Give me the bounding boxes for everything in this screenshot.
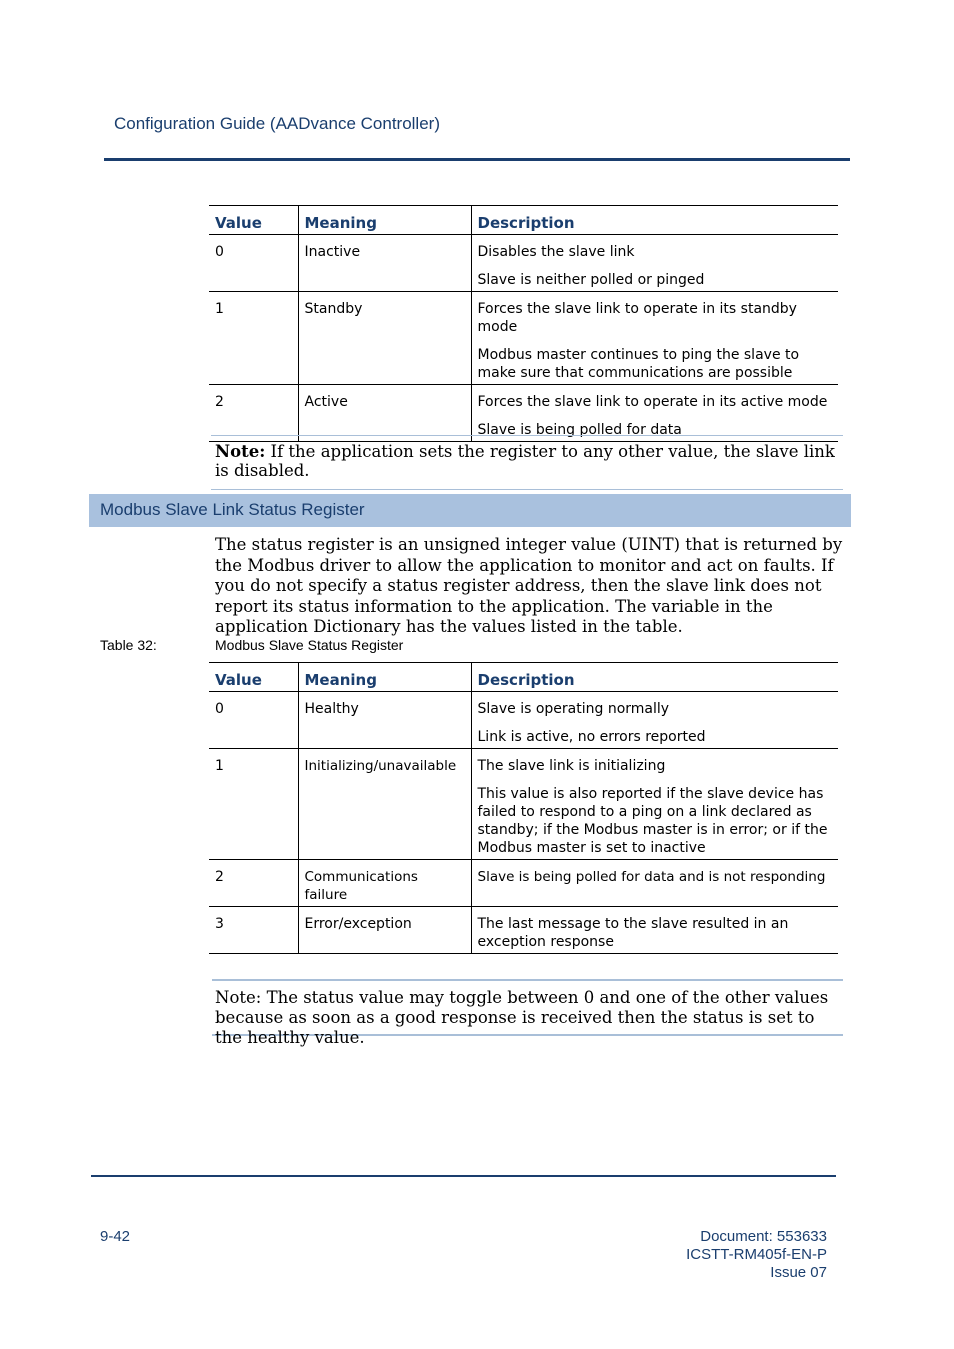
description-line: Forces the slave link to operate in its standby mode xyxy=(477,301,797,335)
cell-meaning: Error/exception xyxy=(298,907,471,954)
page-number: 9-42 xyxy=(100,1228,131,1245)
table-row xyxy=(209,692,838,749)
cell-value: 0 xyxy=(209,692,298,749)
table-header-row xyxy=(209,663,838,692)
note-status-toggle: Note: The status value may toggle between 0 and one of the other values because as soon as a good response is received then the status is set to the healthy value. xyxy=(212,979,843,1036)
cell-meaning: Healthy xyxy=(298,692,471,749)
footer-divider xyxy=(91,1175,836,1177)
note-invalid-value xyxy=(211,435,843,490)
cell-meaning: Active xyxy=(298,385,471,442)
body-paragraph: The status register is an unsigned integer value (UINT) that is returned by the Modbus driver to allow the application to monitor and act on faults. If you do not specify a status register address, then the slave link does not report its status information to the application. The variable in the application Dictionary has the values listed in the table. xyxy=(215,535,843,636)
description-line: Slave is neither polled or pinged xyxy=(477,272,705,288)
document-info xyxy=(686,1228,827,1282)
section-title: Modbus Slave Link Status Register xyxy=(100,500,365,519)
note-label: Note: xyxy=(215,442,266,461)
publication-number: ICSTT-RM405f-EN-P xyxy=(686,1246,827,1263)
page-header-title: Configuration Guide (AADvance Controller) xyxy=(114,114,440,133)
cell-meaning: Standby xyxy=(298,292,471,385)
cell-value: 1 xyxy=(209,749,298,860)
column-header-description: Description xyxy=(471,663,838,692)
table-row xyxy=(209,907,838,954)
cell-description xyxy=(471,749,838,860)
cell-description xyxy=(471,907,838,954)
column-header-meaning: Meaning xyxy=(298,206,471,235)
document-number: Document: 553633 xyxy=(700,1228,827,1245)
cell-description xyxy=(471,235,838,292)
description-line: Disables the slave link xyxy=(477,244,635,260)
description-line: Modbus master continues to ping the slave to make sure that communications are possible xyxy=(477,347,800,381)
slave-status-register-table xyxy=(209,662,838,954)
issue-number: Issue 07 xyxy=(770,1264,827,1281)
cell-value: 2 xyxy=(209,385,298,442)
table-row xyxy=(209,749,838,860)
description-line: This value is also reported if the slave device has failed to respond to a ping on a link declared as standby; if the Modbus master is in error; or if the Modbus master is set to inactive xyxy=(477,786,828,856)
cell-value: 2 xyxy=(209,860,298,907)
description-line: Link is active, no errors reported xyxy=(477,729,706,745)
cell-meaning: Initializing/unavailable xyxy=(298,749,471,860)
description-line: The slave link is initializing xyxy=(477,758,666,774)
header-divider xyxy=(104,158,850,161)
description-line: Slave is being polled for data and is not responding xyxy=(477,869,826,885)
cell-meaning: Inactive xyxy=(298,235,471,292)
table-header-row xyxy=(209,206,838,235)
cell-description xyxy=(471,385,838,442)
column-header-value: Value xyxy=(209,663,298,692)
description-line: Slave is operating normally xyxy=(477,701,670,717)
cell-description xyxy=(471,860,838,907)
cell-description xyxy=(471,692,838,749)
cell-meaning: Communications failure xyxy=(298,860,471,907)
column-header-meaning: Meaning xyxy=(298,663,471,692)
cell-value: 1 xyxy=(209,292,298,385)
table-row xyxy=(209,860,838,907)
column-header-description: Description xyxy=(471,206,838,235)
table-row xyxy=(209,292,838,385)
cell-description xyxy=(471,292,838,385)
cell-value: 0 xyxy=(209,235,298,292)
description-line: Forces the slave link to operate in its active mode xyxy=(477,394,828,410)
cell-value: 3 xyxy=(209,907,298,954)
section-heading-bar xyxy=(89,494,851,527)
table-row xyxy=(209,385,838,442)
description-line: The last message to the slave resulted in an exception response xyxy=(477,916,789,950)
description-line: Slave is being polled for data xyxy=(477,422,682,438)
table-caption-title: Modbus Slave Status Register xyxy=(215,637,404,653)
column-header-value: Value xyxy=(209,206,298,235)
slave-link-control-table xyxy=(209,205,838,442)
table-caption-number: Table 32: xyxy=(100,637,157,653)
note-text: If the application sets the register to any other value, the slave link is disabled. xyxy=(215,442,835,480)
table-row xyxy=(209,235,838,292)
